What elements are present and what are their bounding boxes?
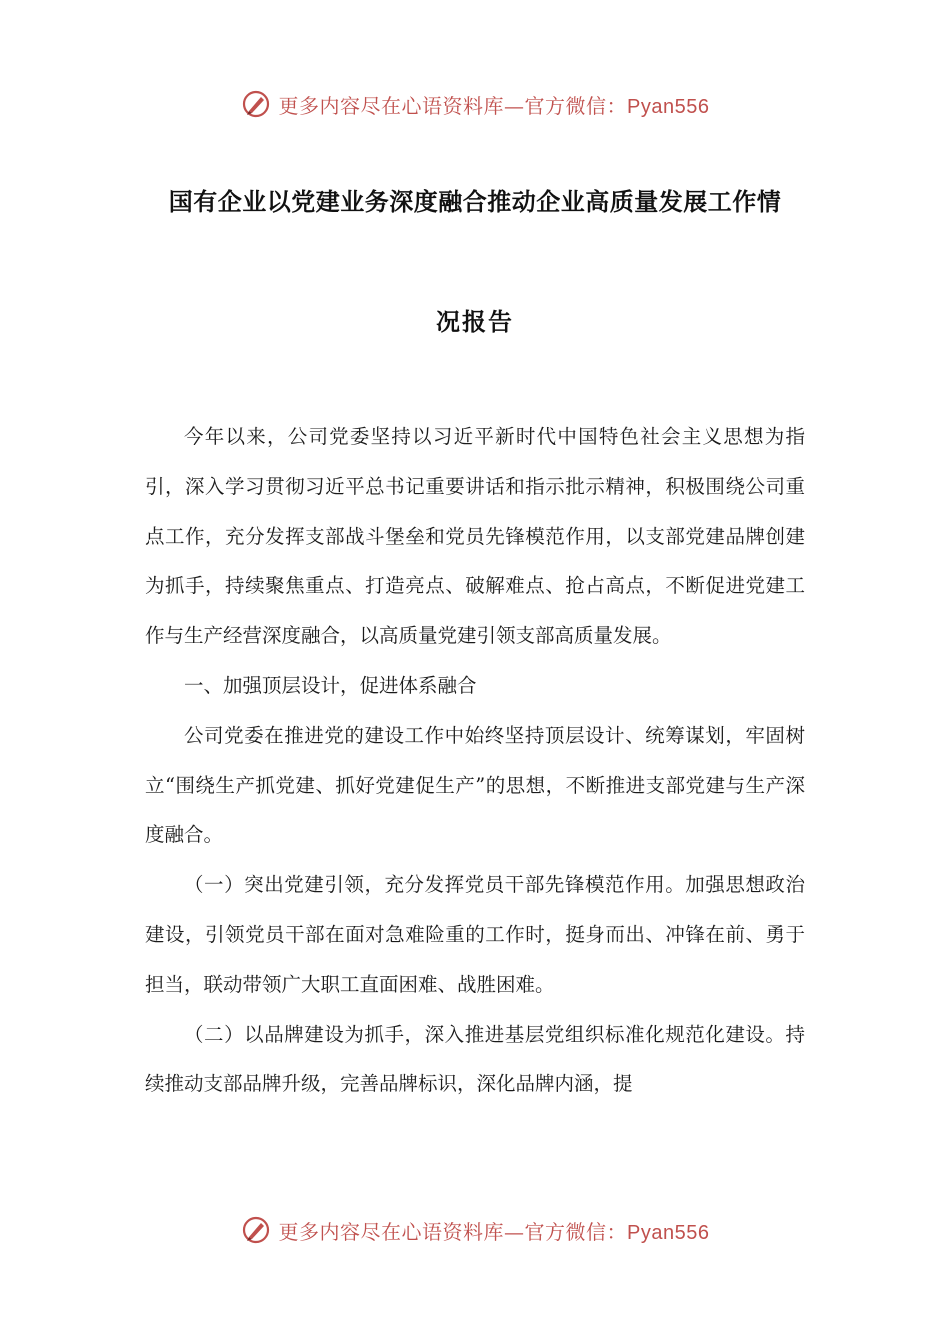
paragraph-intro: 今年以来，公司党委坚持以习近平新时代中国特色社会主义思想为指引，深入学习贯彻习近平总书记重要讲话和指示批示精神，积极围绕公司重点工作，充分发挥支部战斗堡垒和党员先锋模范作用，以支部党建品牌创建为抓手，持续聚焦重点、打造亮点、破解难点、抢占高点，不断促进党建工作与生产经营深度融合，以高质量党建引领支部高质量发展。 bbox=[145, 425, 805, 648]
paragraph-item-1: （一）突出党建引领，充分发挥党员干部先锋模范作用。加强思想政治建设，引领党员干部在面对急难险重的工作时，挺身而出、冲锋在前、勇于担当，联动带领广大职工直面困难、战胜困难。 bbox=[145, 873, 805, 996]
document-title-line-2: 况报告 bbox=[436, 308, 514, 336]
document-body bbox=[145, 412, 805, 1109]
watermark-text: 更多内容尽在心语资料库—官方微信：Pyan556 bbox=[278, 1219, 710, 1244]
pen-logo-icon bbox=[241, 1215, 271, 1245]
watermark-text: 更多内容尽在心语资料库—官方微信：Pyan556 bbox=[278, 93, 710, 118]
document-title-line-1: 国有企业以党建业务深度融合推动企业高质量发展工作情 bbox=[168, 188, 782, 216]
pen-logo-icon bbox=[241, 89, 271, 119]
section-heading-1: 一、加强顶层设计，促进体系融合 bbox=[184, 673, 477, 697]
paragraph-section-1: 公司党委在推进党的建设工作中始终坚持顶层设计、统筹谋划，牢固树立“围绕生产抓党建、抓好党建促生产”的思想，不断推进支部党建与生产深度融合。 bbox=[145, 723, 805, 847]
watermark-header bbox=[0, 86, 950, 122]
watermark-footer bbox=[0, 1212, 950, 1248]
paragraph-item-2: （二）以品牌建设为抓手，深入推进基层党组织标准化规范化建设。持续推动支部品牌升级，完善品牌标识，深化品牌内涵，提 bbox=[145, 1022, 805, 1096]
